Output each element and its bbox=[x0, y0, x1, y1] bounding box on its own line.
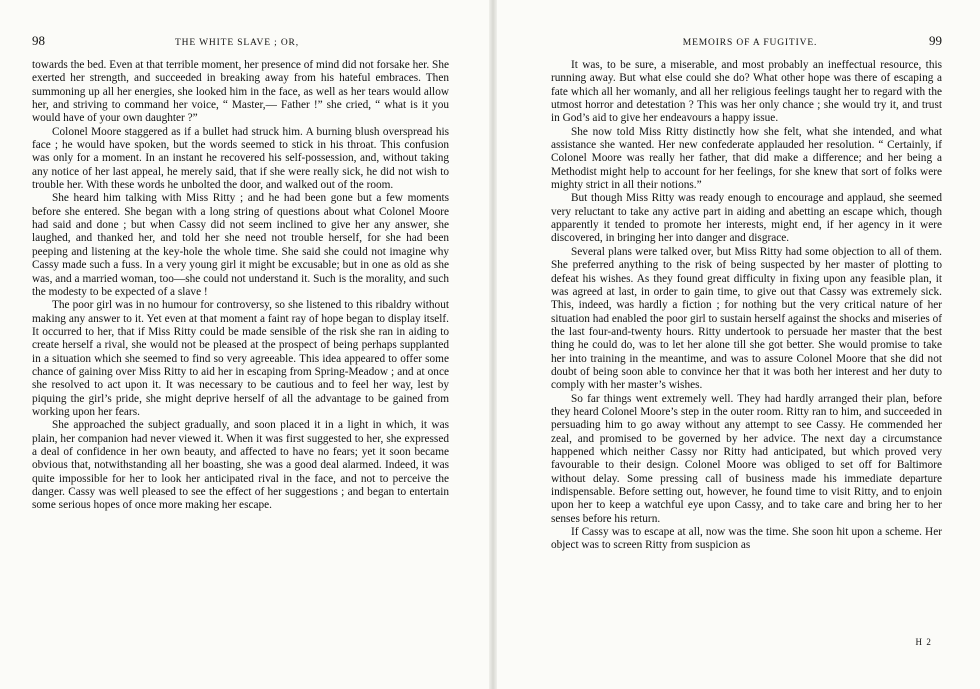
paragraph: She now told Miss Ritty distinctly how she felt, what she intended, and what assistance she wanted. Her new confederate applauded her resolution. “ Certainly, if Colonel Moore was really her father, that did make a difference; and her being a Methodist might help to account for her feelings, for she knew that sort of folks were mighty strict in all their notions.” bbox=[551, 125, 942, 192]
left-running-title: THE WHITE SLAVE ; OR, bbox=[175, 38, 299, 48]
signature-mark: H 2 bbox=[915, 637, 932, 647]
paragraph: Colonel Moore staggered as if a bullet had struck him. A burning blush overspread his face ; he would have spoken, but the words seemed to stick in his throat. This confusion was only for a moment. In an instant he recovered his self-possession, and, without taking any notice of her last appeal, he merely said, that if she were really sick, he did not wish to trouble her. With these words he unbolted the door, and walked out of the room. bbox=[32, 125, 449, 192]
right-page-number: 99 bbox=[929, 33, 942, 48]
paragraph: She heard him talking with Miss Ritty ; and he had been gone but a few moments before she entered. She began with a long string of questions about what Colonel Moore had said and done ; but when Cassy did not seem inclined to give her any answer, she laughed, and thanked her, and told her she need not trouble herself, for she had been peeping and listening at the key-hole the whole time. She said she could not imagine why Cassy made such a fuss. In a very young girl it might be excusable; but in one as old as she was, and a married woman, too—she could not understand it. Such is the morality, and such the modesty to be expected of a slave ! bbox=[32, 192, 449, 298]
right-running-title: MEMOIRS OF A FUGITIVE. bbox=[682, 38, 818, 48]
left-running-head bbox=[32, 33, 449, 53]
left-body-text bbox=[32, 59, 449, 513]
paragraph: But though Miss Ritty was ready enough to encourage and applaud, she seemed very reluctant to take any active part in aiding and abetting an escape which, though apparently it tended to promote her interests, might end, if her agency in it were discovered, in bringing her into danger and disgrace. bbox=[551, 192, 942, 245]
paragraph: She approached the subject gradually, and soon placed it in a light in which, it was plain, her companion had never viewed it. When it was first suggested to her, she expressed a deal of confidence in her own beauty, and affected to have no fears; yet it soon became obvious that, notwithstanding all her boasting, she was a good deal alarmed. Indeed, it was quite impossible for her to look her anticipated rival in the face, and not to perceive the danger. Cassy was well pleased to see the effect of her suggestions ; and began to entertain some serious hopes of once more making her escape. bbox=[32, 419, 449, 512]
right-running-head bbox=[551, 33, 942, 53]
paragraph: It was, to be sure, a miserable, and most probably an ineffectual resource, this running away. But what else could she do? What other hope was there of escaping a fate which all her womanly, and all her religious feelings taught her to regard with the utmost horror and detestation ? This was her only chance ; she would try it, and trust in God’s aid to give her endeavours a happy issue. bbox=[551, 59, 942, 125]
right-page bbox=[493, 0, 980, 689]
right-body-text bbox=[551, 59, 942, 553]
paragraph: The poor girl was in no humour for controversy, so she listened to this ribaldry without making any answer to it. Yet even at that moment a faint ray of hope began to display itself. It occurred to her, that if Miss Ritty could be made sensible of the risk she ran in aiding to create herself a rival, she would not be pleased at the prospect of being perhaps supplanted in a situation which she seemed to find so very agreeable. This idea appeared to offer some chance of gaining over Miss Ritty to aid her in escaping from Spring-Meadow ; and at once she resolved to act upon it. It was necessary to be cautious and to feel her way, lest by piquing the girl’s pride, she might deprive herself of all the advantage to be gained from working upon her fears. bbox=[32, 299, 449, 418]
left-page-number: 98 bbox=[32, 33, 45, 48]
paragraph: towards the bed. Even at that terrible moment, her presence of mind did not forsake her. She exerted her strength, and succeeded in breaking away from his hateful embraces. Then summoning up all her energies, she looked him in the face, as well as her tears would allow her, and striving to command her voice, “ Master,— Father !” she cried, “ what is it you would have of your own daughter ?” bbox=[32, 59, 449, 125]
paragraph: So far things went extremely well. They had hardly arranged their plan, before they heard Colonel Moore’s step in the outer room. Ritty ran to him, and succeeded in persuading him to go away without any attempt to see Cassy. He commended her zeal, and promised to be governed by her advice. The next day a circumstance happened which neither Cassy nor Ritty had anticipated, but which proved very favourable to their design. Colonel Moore was obliged to set off for Baltimore without delay. Some pressing call of business made his immediate departure indispensable. Before setting out, however, he found time to visit Ritty, and to enjoin upon her to keep a watchful eye upon Cassy, and to take care and bring her to her senses before his return. bbox=[551, 392, 942, 525]
paragraph: If Cassy was to escape at all, now was the time. She soon hit upon a scheme. Her object was to screen Ritty from suspicion as bbox=[551, 526, 942, 552]
paragraph: Several plans were talked over, but Miss Ritty had some objection to all of them. She preferred anything to the risk of being suspected by her master of plotting to defeat his wishes. As they found great difficulty in fixing upon any feasible plan, it was agreed at last, in order to gain time, to give out that Cassy was extremely sick. This, indeed, was hardly a fiction ; for nothing but the very critical nature of her situation had enabled the poor girl to sustain herself against the shocks and miseries of the last four-and-twenty hours. Ritty undertook to persuade her master that the best thing he could do, was to let her alone till she got better. She would promise to take her into training in the meantime, and was to assure Colonel Moore that she did not doubt of being soon able to convince her that it was both her interest and her duty to comply with her master’s wishes. bbox=[551, 245, 942, 392]
